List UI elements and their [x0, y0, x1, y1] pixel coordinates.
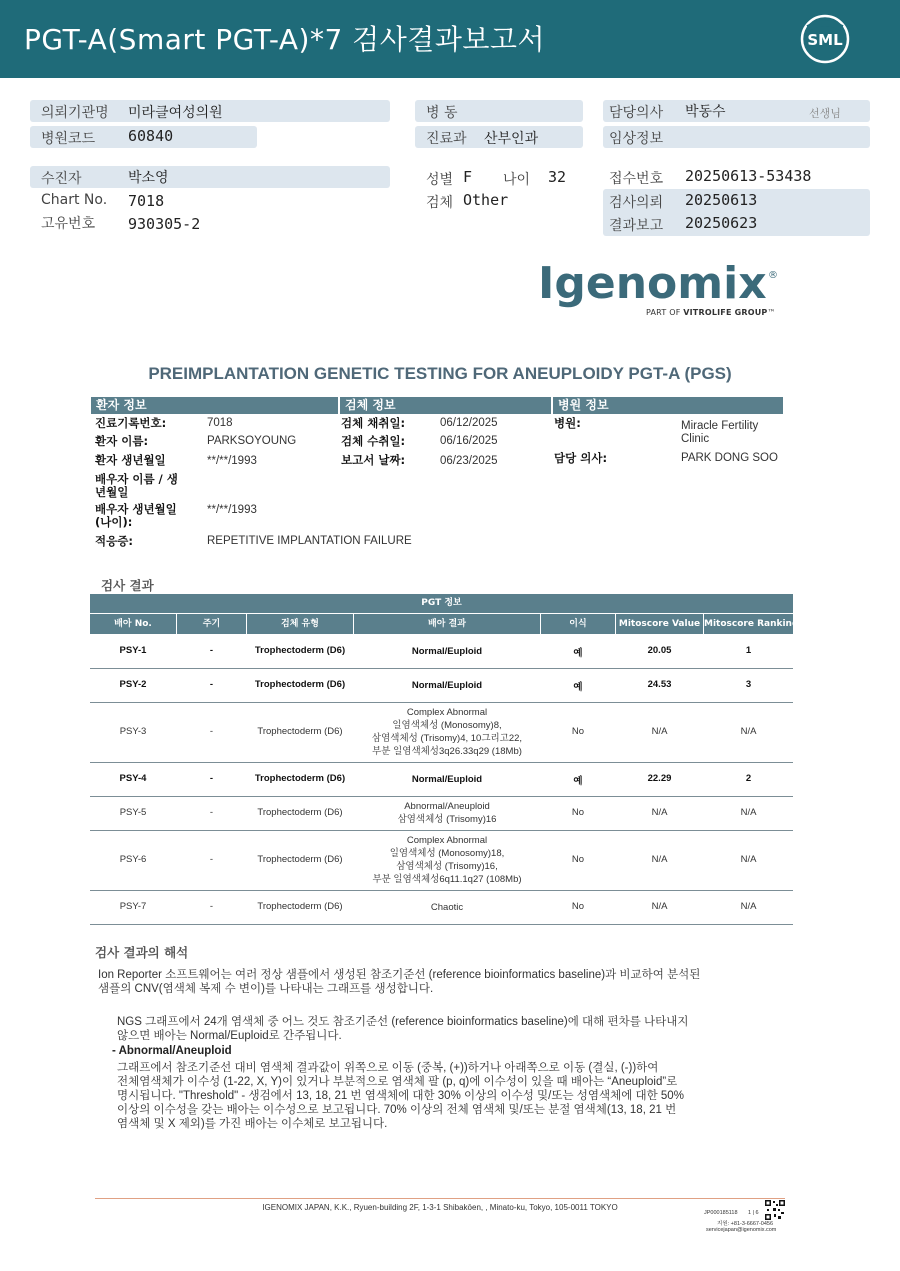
cell-mitoscore-ranking: 3 — [745, 679, 752, 690]
report-header-bar — [0, 0, 900, 78]
col-mitoscore-ranking: Mitoscore Ranking — [704, 614, 793, 634]
received-date-value: 06/16/2025 — [440, 435, 498, 447]
row-divider — [90, 890, 793, 891]
unique-no-label: 고유번호 — [41, 216, 96, 232]
cell-embryo-result: 삼염색체성 (Trisomy)16 — [397, 814, 497, 825]
indication-value: REPETITIVE IMPLANTATION FAILURE — [207, 535, 412, 547]
sml-logo-text: SML — [807, 31, 843, 49]
specimen-info-bar: 검체 정보 — [340, 397, 551, 414]
hospital-code-value: 60840 — [128, 127, 174, 145]
cell-embryo-no: PSY-4 — [119, 773, 147, 784]
info-bar-patient — [30, 166, 390, 188]
cell-mitoscore-value: N/A — [651, 807, 668, 818]
cell-cycle: - — [209, 901, 214, 912]
cell-embryo-no: PSY-7 — [119, 901, 147, 912]
igenomix-wordmark: Igenomix — [538, 258, 767, 309]
cell-embryo-no: PSY-2 — [119, 679, 147, 690]
collection-date-label: 검체 채취일: — [341, 416, 406, 430]
collection-date-value: 06/12/2025 — [440, 417, 498, 429]
footer-doc-code: JP000185118 — [704, 1210, 738, 1216]
cell-embryo-no: PSY-1 — [119, 645, 147, 656]
request-date-label: 검사의뢰 — [609, 195, 664, 211]
col-embryo-no: 배아 No. — [90, 614, 176, 634]
aneuploid-heading: - Abnormal/Aneuploid — [112, 1045, 232, 1057]
p2-line-2: 않으면 배아는 Normal/Euploid로 간주됩니다. — [117, 1030, 342, 1042]
cell-mitoscore-ranking: N/A — [740, 726, 757, 737]
cell-embryo-result: 삼염색체성 (Trisomy)4, 10그리고22, — [371, 733, 523, 744]
footer-phone: 지원: +81-3-6667-0456 — [717, 1221, 774, 1227]
pgt-info-header: PGT 정보 — [90, 594, 793, 613]
hospital-info-bar: 병원 정보 — [553, 397, 783, 414]
medical-record-value: 7018 — [207, 417, 233, 429]
interpretation-paragraph-2 — [117, 1015, 777, 1043]
institution-label: 의뢰기관명 — [41, 105, 109, 121]
cell-specimen-type: Trophectoderm (D6) — [257, 807, 343, 818]
pgt-report-title: PREIMPLANTATION GENETIC TESTING FOR ANEUPLOIDY PGT-A (PGS) — [148, 364, 732, 383]
cell-embryo-result: 부분 일염색체성3q26.33q29 (18Mb) — [372, 746, 522, 757]
chart-label: Chart No. — [41, 192, 108, 208]
cell-specimen-type: Trophectoderm (D6) — [254, 645, 346, 656]
cell-transfer: No — [571, 854, 585, 865]
doctor-suffix: 선생님 — [809, 107, 841, 120]
specimen-value: Other — [463, 191, 509, 209]
row-divider — [90, 702, 793, 703]
results-heading: 검사 결과 — [101, 578, 154, 593]
cell-mitoscore-ranking: N/A — [740, 807, 757, 818]
cell-mitoscore-ranking: 1 — [745, 645, 752, 656]
cell-transfer: 예 — [573, 648, 583, 659]
report-title: PGT-A(Smart PGT-A)*7 검사결과보고서 — [24, 23, 546, 56]
interpretation-paragraph-1 — [98, 968, 778, 996]
row-divider — [90, 830, 793, 831]
received-date-label: 검체 수취일: — [341, 434, 406, 448]
hospital-code-label: 병원코드 — [41, 131, 96, 147]
col-embryo-result: 배아 결과 — [354, 614, 540, 634]
cell-transfer: 예 — [573, 682, 583, 693]
receipt-label: 접수번호 — [609, 171, 664, 187]
age-label: 나이 — [503, 172, 531, 188]
tagline-tm: ™ — [767, 308, 776, 317]
cell-cycle: - — [209, 645, 214, 656]
cell-cycle: - — [209, 854, 214, 865]
cell-cycle: - — [209, 807, 214, 818]
footer-email: servicejapan@igenomix.com — [706, 1227, 777, 1233]
cell-embryo-no: PSY-5 — [119, 807, 147, 818]
tagline-prefix: PART OF — [646, 308, 684, 317]
p3-line-1: 그래프에서 참조기준선 대비 염색체 결과값이 위쪽으로 이동 (중복, (+))하거나 아래쪽으로 이동 (결실, (-))하여 — [117, 1062, 659, 1074]
cell-mitoscore-ranking: N/A — [740, 854, 757, 865]
cell-embryo-result: Normal/Euploid — [411, 679, 483, 691]
doctor-value: 박동수 — [685, 104, 726, 120]
clinical-info-label: 임상정보 — [609, 131, 664, 147]
p2-line-1: NGS 그래프에서 24개 염색체 중 어느 것도 참조기준선 (reference bioinformatics baseline)에 대해 편차를 나타내지 — [117, 1016, 689, 1028]
interpretation-heading: 검사 결과의 해석 — [95, 945, 189, 960]
cell-mitoscore-ranking: N/A — [740, 901, 757, 912]
medical-record-label: 진료기록번호: — [95, 416, 167, 430]
patient-dob-value: **/**/1993 — [207, 455, 257, 467]
report-date-label-2: 보고서 날짜: — [341, 453, 406, 467]
cell-mitoscore-ranking: 2 — [745, 773, 752, 784]
p3-line-3: 명시됩니다. "Threshold" - 생검에서 13, 18, 21 번 염색체에 대한 30% 이상의 이수성 및/또는 성염색체에 대한 50% — [117, 1090, 684, 1102]
hospital-value: Miracle Fertility Clinic — [681, 420, 759, 445]
cell-embryo-result: Abnormal/Aneuploid — [404, 801, 490, 812]
interpretation-paragraph-3 — [117, 1061, 777, 1131]
cell-transfer: No — [571, 901, 585, 912]
col-transfer: 이식 — [541, 614, 615, 634]
cell-embryo-result: Complex Abnormal — [406, 835, 488, 846]
receipt-value: 20250613-53438 — [685, 167, 812, 185]
unique-no-value: 930305-2 — [128, 215, 201, 233]
age-value: 32 — [548, 168, 567, 186]
col-mitoscore-value: Mitoscore Value — [616, 614, 703, 634]
sml-logo — [800, 14, 850, 64]
cell-specimen-type: Trophectoderm (D6) — [254, 679, 346, 690]
cell-embryo-result: 일염색체성 (Monosomy)18, — [389, 848, 505, 859]
patient-info-bar: 환자 정보 — [91, 397, 338, 414]
row-divider — [90, 924, 793, 925]
cell-cycle: - — [209, 726, 214, 737]
attending-doctor-label: 담당 의사: — [554, 451, 608, 465]
spouse-dob-label: 배우자 생년월일 (나이): — [95, 502, 177, 529]
indication-label: 적응증: — [95, 534, 133, 548]
cell-mitoscore-value: N/A — [651, 901, 668, 912]
tagline-brand: VITROLIFE GROUP — [683, 308, 768, 317]
chart-value: 7018 — [128, 192, 165, 210]
cell-embryo-no: PSY-6 — [119, 854, 147, 865]
cell-embryo-result: Chaotic — [430, 901, 464, 913]
footer-divider — [95, 1198, 785, 1199]
row-divider — [90, 668, 793, 669]
patient-name-value: PARKSOYOUNG — [207, 435, 297, 447]
cell-embryo-result: 일염색체성 (Monosomy)8, — [392, 720, 502, 731]
patient-value: 박소영 — [128, 170, 169, 186]
spouse-name-label: 배우자 이름 / 생년월일 — [95, 472, 178, 499]
cell-specimen-type: Trophectoderm (D6) — [254, 773, 346, 784]
doctor-label: 담당의사 — [609, 105, 664, 121]
footer-address: IGENOMIX JAPAN, K.K., Ryuen-building 2F, 1-3-1 Shibakōen, , Minato-ku, Tokyo, 105-0011 TOKYO — [262, 1203, 618, 1212]
patient-dob-label: 환자 생년월일 — [95, 453, 166, 467]
p1-line-1: Ion Reporter 소프트웨어는 여러 정상 샘플에서 생성된 참조기준선 (reference bioinformatics baseline)과 비교하여 분석된 — [98, 969, 701, 981]
igenomix-logo — [530, 258, 790, 324]
footer-page: 1 | 6 — [748, 1210, 759, 1216]
cell-mitoscore-value: 20.05 — [647, 645, 672, 656]
cell-embryo-no: PSY-3 — [119, 726, 147, 737]
cell-specimen-type: Trophectoderm (D6) — [257, 901, 343, 912]
p3-line-5: 염색체 및 X 제외)를 가진 배아는 이수체로 보고됩니다. — [117, 1118, 388, 1130]
hospital-label: 병원: — [554, 416, 581, 430]
institution-value: 미라클여성의원 — [128, 105, 223, 121]
attending-doctor-value: PARK DONG SOO — [681, 452, 778, 464]
request-date-value: 20250613 — [685, 191, 758, 209]
patient-label: 수진자 — [41, 171, 82, 187]
spouse-dob-value: **/**/1993 — [207, 504, 257, 516]
p3-line-2: 전체염색체가 이수성 (1-22, X, Y)이 있거나 부분적으로 염색체 팔 (p, q)에 이수성이 있을 때 배아는 “Aneuploid”로 — [117, 1076, 678, 1088]
department-value: 산부인과 — [484, 131, 539, 147]
sex-label: 성별 — [426, 172, 454, 188]
cell-mitoscore-value: 24.53 — [647, 679, 672, 690]
row-divider — [90, 762, 793, 763]
cell-specimen-type: Trophectoderm (D6) — [257, 854, 343, 865]
cell-embryo-result: Normal/Euploid — [411, 645, 483, 657]
cell-transfer: No — [571, 726, 585, 737]
p1-line-2: 샘플의 CNV(염색체 복제 수 변이)를 나타내는 그래프를 생성합니다. — [98, 983, 434, 995]
cell-transfer: 예 — [573, 776, 583, 787]
report-date-value-2: 06/23/2025 — [440, 455, 498, 467]
department-label: 진료과 — [426, 131, 467, 147]
cell-embryo-result: Complex Abnormal — [406, 707, 488, 718]
row-divider — [90, 796, 793, 797]
cell-specimen-type: Trophectoderm (D6) — [257, 726, 343, 737]
specimen-label: 검체 — [426, 195, 454, 211]
cell-mitoscore-value: N/A — [651, 854, 668, 865]
qr-code-icon — [764, 1199, 786, 1221]
cell-cycle: - — [209, 679, 214, 690]
cell-embryo-result: Normal/Euploid — [411, 773, 483, 785]
report-date-value: 20250623 — [685, 214, 758, 232]
patient-name-label: 환자 이름: — [95, 434, 149, 448]
cell-embryo-result: 삼염색체성 (Trisomy)16, — [396, 861, 498, 872]
sex-value: F — [463, 168, 473, 186]
cell-mitoscore-value: 22.29 — [647, 773, 672, 784]
col-cycle: 주기 — [177, 614, 246, 634]
cell-mitoscore-value: N/A — [651, 726, 668, 737]
cell-embryo-result: 부분 일염색체성6q11.1q27 (108Mb) — [372, 874, 522, 885]
report-date-label: 결과보고 — [609, 218, 664, 234]
col-specimen-type: 검체 유형 — [247, 614, 353, 634]
cell-cycle: - — [209, 773, 214, 784]
p3-line-4: 이상의 이수성을 갖는 배아는 이수성으로 보고됩니다. 70% 이상의 전체 염색체 및/또는 분절 염색체(13, 18, 21 번 — [117, 1104, 677, 1116]
igenomix-registered: ® — [768, 270, 778, 281]
igenomix-tagline — [646, 308, 776, 317]
ward-label: 병 동 — [426, 105, 458, 121]
cell-transfer: No — [571, 807, 585, 818]
